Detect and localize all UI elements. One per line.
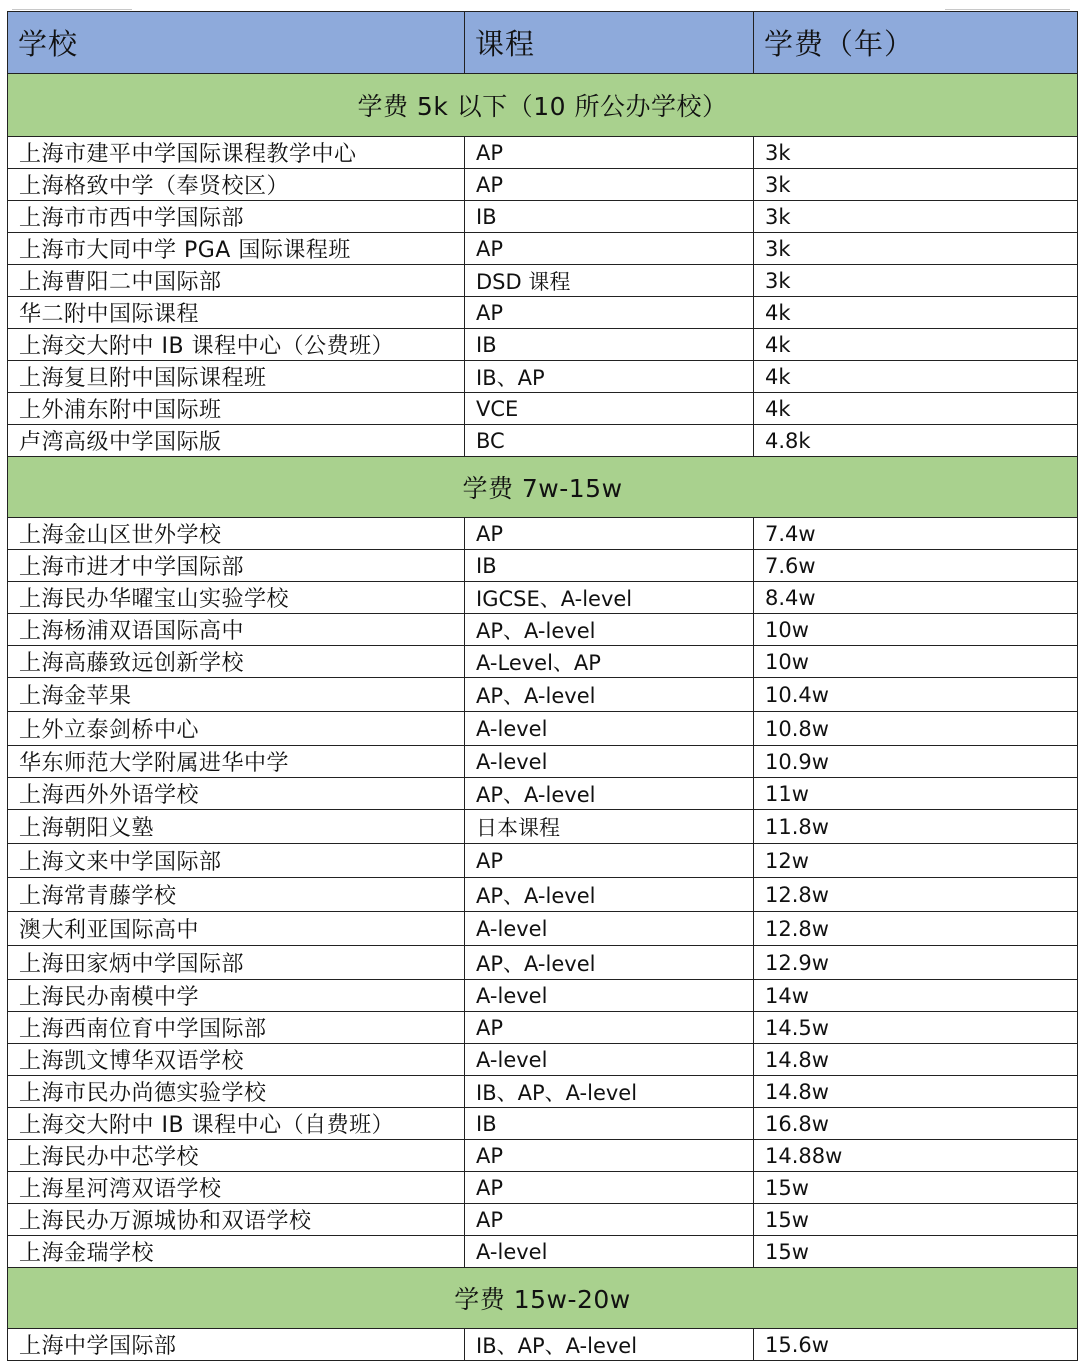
school-cell: 上海复旦附中国际课程班 (8, 361, 465, 393)
table-row (8, 233, 1078, 265)
header-school: 学校 (8, 12, 465, 74)
course-cell: IB、AP、A-level (465, 1076, 754, 1108)
fee-cell: 15.6w (754, 1329, 1078, 1361)
fee-cell: 3k (754, 201, 1078, 233)
table-row (8, 980, 1078, 1012)
school-cell: 卢湾高级中学国际版 (8, 425, 465, 457)
school-cell: 华东师范大学附属进华中学 (8, 746, 465, 778)
course-cell: A-level (465, 712, 754, 746)
table-row (8, 582, 1078, 614)
table-header-row (8, 12, 1078, 74)
school-cell: 上海曹阳二中国际部 (8, 265, 465, 297)
school-cell: 上海市建平中学国际课程教学中心 (8, 137, 465, 169)
school-cell: 上海西南位育中学国际部 (8, 1012, 465, 1044)
course-cell: IB (465, 329, 754, 361)
table-row (8, 361, 1078, 393)
section-title: 学费 7w-15w (8, 457, 1078, 518)
school-cell: 上海民办中芯学校 (8, 1140, 465, 1172)
section-title: 学费 5k 以下（10 所公办学校） (8, 74, 1078, 137)
fee-cell: 12.8w (754, 878, 1078, 912)
school-cell: 上海文来中学国际部 (8, 844, 465, 878)
table-row (8, 425, 1078, 457)
header-fee: 学费（年） (754, 12, 1078, 74)
course-cell: IB、AP (465, 361, 754, 393)
course-cell: 日本课程 (465, 810, 754, 844)
fee-cell: 14.8w (754, 1044, 1078, 1076)
table-row (8, 746, 1078, 778)
school-cell: 上海高藤致远创新学校 (8, 646, 465, 678)
school-cell: 上海民办万源城协和双语学校 (8, 1204, 465, 1236)
fee-cell: 8.4w (754, 582, 1078, 614)
school-cell: 上外浦东附中国际班 (8, 393, 465, 425)
fee-cell: 10w (754, 614, 1078, 646)
fee-cell: 12w (754, 844, 1078, 878)
table-row (8, 137, 1078, 169)
course-cell: AP (465, 518, 754, 550)
school-cell: 上海田家炳中学国际部 (8, 946, 465, 980)
section-title: 学费 15w-20w (8, 1268, 1078, 1329)
school-cell: 上海凯文博华双语学校 (8, 1044, 465, 1076)
table-row (8, 265, 1078, 297)
table-row (8, 844, 1078, 878)
table-row (8, 1329, 1078, 1361)
tuition-table (7, 11, 1078, 1361)
course-cell: A-Level、AP (465, 646, 754, 678)
fee-cell: 10.4w (754, 678, 1078, 712)
fee-cell: 11.8w (754, 810, 1078, 844)
fee-cell: 12.8w (754, 912, 1078, 946)
fee-cell: 10.8w (754, 712, 1078, 746)
table-row (8, 329, 1078, 361)
school-cell: 上海民办华曜宝山实验学校 (8, 582, 465, 614)
fee-cell: 14w (754, 980, 1078, 1012)
table-row (8, 1012, 1078, 1044)
school-cell: 上海朝阳义塾 (8, 810, 465, 844)
school-cell: 上海民办南模中学 (8, 980, 465, 1012)
table-row (8, 912, 1078, 946)
course-cell: A-level (465, 746, 754, 778)
school-cell: 上海金苹果 (8, 678, 465, 712)
table-row (8, 1044, 1078, 1076)
table-row (8, 712, 1078, 746)
fee-cell: 10.9w (754, 746, 1078, 778)
table-row (8, 678, 1078, 712)
fee-cell: 4k (754, 393, 1078, 425)
course-cell: IB (465, 550, 754, 582)
fee-cell: 16.8w (754, 1108, 1078, 1140)
table-row (8, 614, 1078, 646)
table-row (8, 646, 1078, 678)
table-row (8, 778, 1078, 810)
school-cell: 上海交大附中 IB 课程中心（公费班） (8, 329, 465, 361)
fee-cell: 14.5w (754, 1012, 1078, 1044)
fee-cell: 14.8w (754, 1076, 1078, 1108)
school-cell: 上海市大同中学 PGA 国际课程班 (8, 233, 465, 265)
header-course: 课程 (465, 12, 754, 74)
table-row (8, 201, 1078, 233)
course-cell: AP、A-level (465, 946, 754, 980)
table-row (8, 1140, 1078, 1172)
course-cell: AP、A-level (465, 878, 754, 912)
school-cell: 上海市进才中学国际部 (8, 550, 465, 582)
fee-cell: 3k (754, 137, 1078, 169)
fee-cell: 3k (754, 169, 1078, 201)
course-cell: A-level (465, 1236, 754, 1268)
table-row (8, 946, 1078, 980)
section-header-row (8, 74, 1078, 137)
course-cell: AP (465, 1140, 754, 1172)
fee-cell: 3k (754, 233, 1078, 265)
table-row (8, 550, 1078, 582)
course-cell: AP (465, 1012, 754, 1044)
table-row (8, 810, 1078, 844)
section-header-row (8, 1268, 1078, 1329)
school-cell: 上海交大附中 IB 课程中心（自费班） (8, 1108, 465, 1140)
fee-cell: 4.8k (754, 425, 1078, 457)
school-cell: 上外立泰剑桥中心 (8, 712, 465, 746)
course-cell: A-level (465, 912, 754, 946)
fee-cell: 4k (754, 361, 1078, 393)
school-cell: 上海格致中学（奉贤校区） (8, 169, 465, 201)
course-cell: VCE (465, 393, 754, 425)
table-row (8, 1076, 1078, 1108)
course-cell: IB、AP、A-level (465, 1329, 754, 1361)
table-row (8, 1172, 1078, 1204)
fee-cell: 15w (754, 1204, 1078, 1236)
table-row (8, 169, 1078, 201)
course-cell: IB (465, 201, 754, 233)
school-cell: 上海金瑞学校 (8, 1236, 465, 1268)
fee-cell: 7.4w (754, 518, 1078, 550)
fee-cell: 3k (754, 265, 1078, 297)
course-cell: IB (465, 1108, 754, 1140)
table-row (8, 1236, 1078, 1268)
school-cell: 上海星河湾双语学校 (8, 1172, 465, 1204)
course-cell: AP、A-level (465, 678, 754, 712)
school-cell: 上海中学国际部 (8, 1329, 465, 1361)
fee-cell: 10w (754, 646, 1078, 678)
course-cell: AP (465, 1204, 754, 1236)
course-cell: AP、A-level (465, 614, 754, 646)
course-cell: A-level (465, 1044, 754, 1076)
school-cell: 华二附中国际课程 (8, 297, 465, 329)
school-cell: 上海市民办尚德实验学校 (8, 1076, 465, 1108)
school-cell: 上海市市西中学国际部 (8, 201, 465, 233)
course-cell: AP (465, 169, 754, 201)
table-row (8, 878, 1078, 912)
school-cell: 上海西外外语学校 (8, 778, 465, 810)
fee-cell: 14.88w (754, 1140, 1078, 1172)
course-cell: AP (465, 137, 754, 169)
table-row (8, 518, 1078, 550)
course-cell: AP (465, 844, 754, 878)
table-row (8, 1108, 1078, 1140)
course-cell: AP (465, 297, 754, 329)
school-cell: 上海杨浦双语国际高中 (8, 614, 465, 646)
course-cell: DSD 课程 (465, 265, 754, 297)
fee-cell: 12.9w (754, 946, 1078, 980)
fee-cell: 4k (754, 329, 1078, 361)
course-cell: A-level (465, 980, 754, 1012)
school-cell: 上海金山区世外学校 (8, 518, 465, 550)
course-cell: BC (465, 425, 754, 457)
table-row (8, 1204, 1078, 1236)
fee-cell: 15w (754, 1172, 1078, 1204)
course-cell: IGCSE、A-level (465, 582, 754, 614)
school-cell: 上海常青藤学校 (8, 878, 465, 912)
course-cell: AP (465, 233, 754, 265)
school-cell: 澳大利亚国际高中 (8, 912, 465, 946)
course-cell: AP (465, 1172, 754, 1204)
course-cell: AP、A-level (465, 778, 754, 810)
fee-cell: 4k (754, 297, 1078, 329)
table-row (8, 393, 1078, 425)
fee-cell: 7.6w (754, 550, 1078, 582)
section-header-row (8, 457, 1078, 518)
fee-cell: 15w (754, 1236, 1078, 1268)
fee-cell: 11w (754, 778, 1078, 810)
table-row (8, 297, 1078, 329)
